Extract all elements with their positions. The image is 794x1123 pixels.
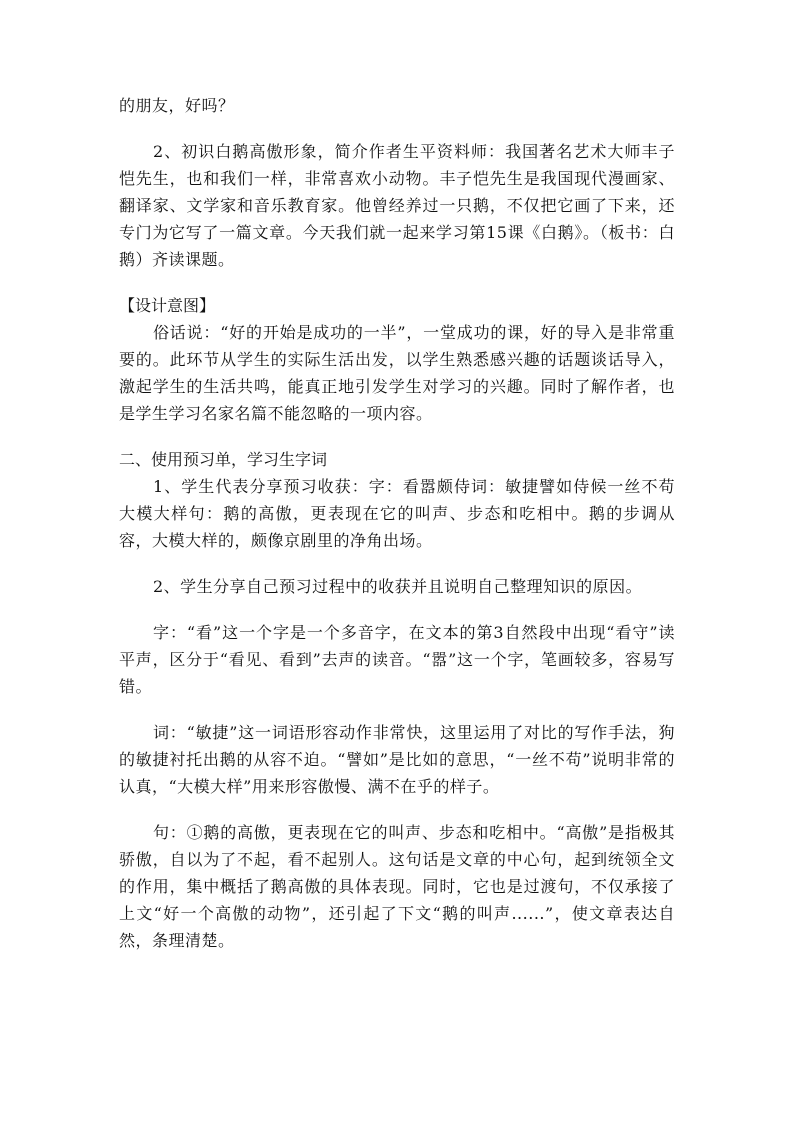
section-heading-vocabulary: 二、使用预习单，学习生字词 [119, 450, 328, 469]
paragraph-preview-share: 1、学生代表分享预习收获：字：看嚣颇侍词：敏捷譬如侍候一丝不苟大模大样句：鹅的高傲，更表现在它的叫声、步态和吃相中。鹅的步调从容，大模大样的，颇像京剧里的净角出场。 [119, 477, 675, 550]
section-heading-design-intent: 【设计意图】 [119, 296, 216, 315]
paragraph-continuation: 的朋友，好吗？ [119, 96, 235, 115]
paragraph-characters: 字：“看”这一个字是一个多音字，在文本的第3自然段中出现“看守”读平声，区分于“看见、看到”去声的读音。“嚣”这一个字，笔画较多，容易写错。 [119, 623, 675, 696]
paragraph-student-share: 2、学生分享自己预习过程中的收获并且说明自己整理知识的原因。 [153, 577, 643, 596]
document-page [119, 92, 675, 954]
paragraph-words: 词：“敏捷”这一词语形容动作非常快，这里运用了对比的写作手法，狗的敏捷衬托出鹅的从容不迫。“譬如”是比如的意思，“一丝不苟”说明非常的认真，“大模大样”用来形容傲慢、满不在乎的样子。 [119, 723, 675, 796]
paragraph-sentences: 句：①鹅的高傲，更表现在它的叫声、步态和吃相中。“高傲”是指极其骄傲，自以为了不起，看不起别人。这句话是文章的中心句，起到统领全文的作用，集中概括了鹅高傲的具体表现。同时，它也是过渡句，不仅承接了上文“好一个高傲的动物”，还引起了下文“鹅的叫声......”，使文章表达自然，条理清楚。 [119, 823, 675, 950]
paragraph-design-intent: 俗话说：“好的开始是成功的一半”，一堂成功的课，好的导入是非常重要的。此环节从学生的实际生活出发，以学生熟悉感兴趣的话题谈话导入，激起学生的生活共鸣，能真正地引发学生对学习的兴趣。同时了解作者，也是学生学习名家名篇不能忽略的一项内容。 [119, 323, 675, 423]
paragraph-intro-author: 2、初识白鹅高傲形象，简介作者生平资料师：我国著名艺术大师丰子恺先生，也和我们一样，非常喜欢小动物。丰子恺先生是我国现代漫画家、翻译家、文学家和音乐教育家。他曾经养过一只鹅，不仅把它画了下来，还专门为它写了一篇文章。今天我们就一起来学习第15课《白鹅》。（板书：白鹅）齐读课题。 [119, 142, 675, 269]
